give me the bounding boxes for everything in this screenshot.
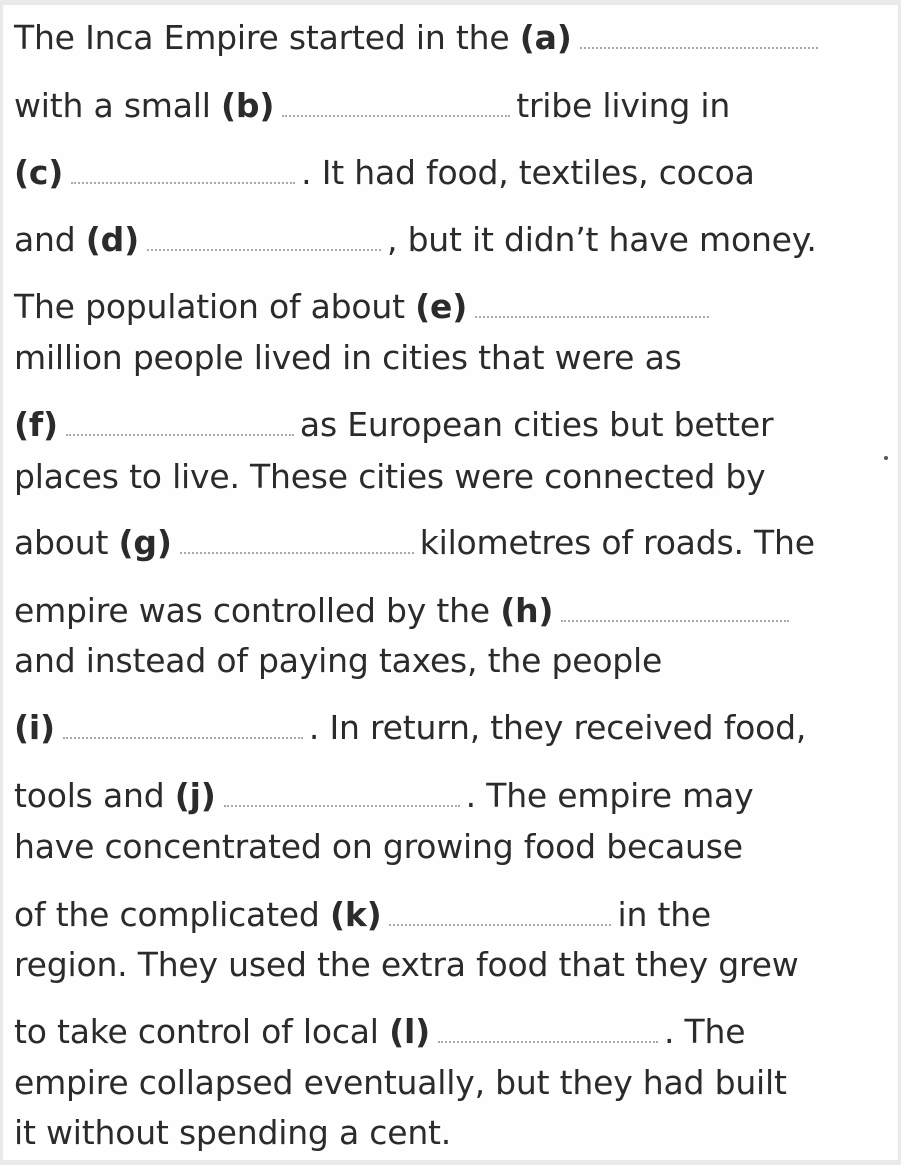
text-line-14 — [14, 827, 743, 867]
gap-label-d: (d) — [85, 220, 139, 259]
text: it without spending a cent. — [14, 1113, 452, 1152]
text: , but it didn’t have money. — [386, 220, 817, 259]
gap-label-a: (a) — [519, 18, 572, 57]
text: as European cities but better — [299, 405, 774, 444]
text-line-17 — [14, 1012, 745, 1052]
blank-g[interactable] — [180, 551, 414, 554]
worksheet-page — [3, 5, 898, 1160]
text: about — [14, 523, 109, 562]
text-line-10 — [14, 591, 795, 631]
text: . It had food, textiles, cocoa — [301, 153, 755, 192]
text-line-3 — [14, 153, 755, 193]
blank-i[interactable] — [63, 736, 303, 739]
blank-j[interactable] — [224, 804, 460, 807]
blank-k[interactable] — [389, 923, 611, 926]
blank-c[interactable] — [71, 181, 295, 184]
text: in the — [617, 895, 712, 934]
text-line-13 — [14, 776, 753, 816]
text: . In return, they received food, — [308, 708, 807, 747]
text-line-11 — [14, 641, 662, 681]
gap-label-h: (h) — [500, 591, 554, 630]
gap-label-l: (l) — [389, 1012, 430, 1051]
text: and — [14, 220, 76, 259]
text-line-2 — [14, 86, 730, 126]
text: kilometres of roads. The — [419, 523, 815, 562]
text-line-7 — [14, 405, 773, 445]
gap-label-i: (i) — [14, 708, 55, 747]
text: have concentrated on growing food because — [14, 827, 743, 866]
blank-e[interactable] — [475, 315, 709, 318]
gap-label-f: (f) — [14, 405, 58, 444]
text: million people lived in cities that were as — [14, 338, 682, 377]
text-line-12 — [14, 708, 806, 748]
text: empire collapsed eventually, but they had built — [14, 1063, 787, 1102]
text: places to live. These cities were connected by — [14, 457, 766, 496]
gap-label-k: (k) — [329, 895, 382, 934]
text-line-16 — [14, 945, 799, 985]
stray-dot — [884, 456, 888, 460]
text: of the complicated — [14, 895, 320, 934]
blank-d[interactable] — [147, 248, 381, 251]
text: to take control of local — [14, 1012, 379, 1051]
text-line-19 — [14, 1113, 451, 1153]
text: and instead of paying taxes, the people — [14, 641, 663, 680]
text: empire was controlled by the — [14, 591, 490, 630]
text: The Inca Empire started in the — [14, 18, 510, 57]
text-line-9 — [14, 523, 815, 563]
blank-h[interactable] — [561, 619, 789, 622]
gap-label-c: (c) — [14, 153, 64, 192]
text: region. They used the extra food that they grew — [14, 945, 799, 984]
text-line-18 — [14, 1063, 787, 1103]
text-line-6 — [14, 338, 682, 378]
text-line-4 — [14, 220, 817, 260]
text: . The — [663, 1012, 746, 1051]
text-line-5 — [14, 287, 715, 327]
gap-label-b: (b) — [221, 86, 275, 125]
blank-a[interactable] — [580, 46, 818, 49]
gap-label-g: (g) — [118, 523, 172, 562]
text: The population of about — [14, 287, 405, 326]
gap-label-e: (e) — [415, 287, 468, 326]
text-line-8 — [14, 457, 766, 497]
text: with a small — [14, 86, 211, 125]
blank-l[interactable] — [438, 1040, 658, 1043]
text: . The empire may — [465, 776, 754, 815]
blank-f[interactable] — [66, 433, 294, 436]
text-line-1 — [14, 18, 824, 58]
text: tribe living in — [516, 86, 731, 125]
text-line-15 — [14, 895, 711, 935]
blank-b[interactable] — [282, 114, 510, 117]
gap-label-j: (j) — [174, 776, 216, 815]
text: tools and — [14, 776, 165, 815]
